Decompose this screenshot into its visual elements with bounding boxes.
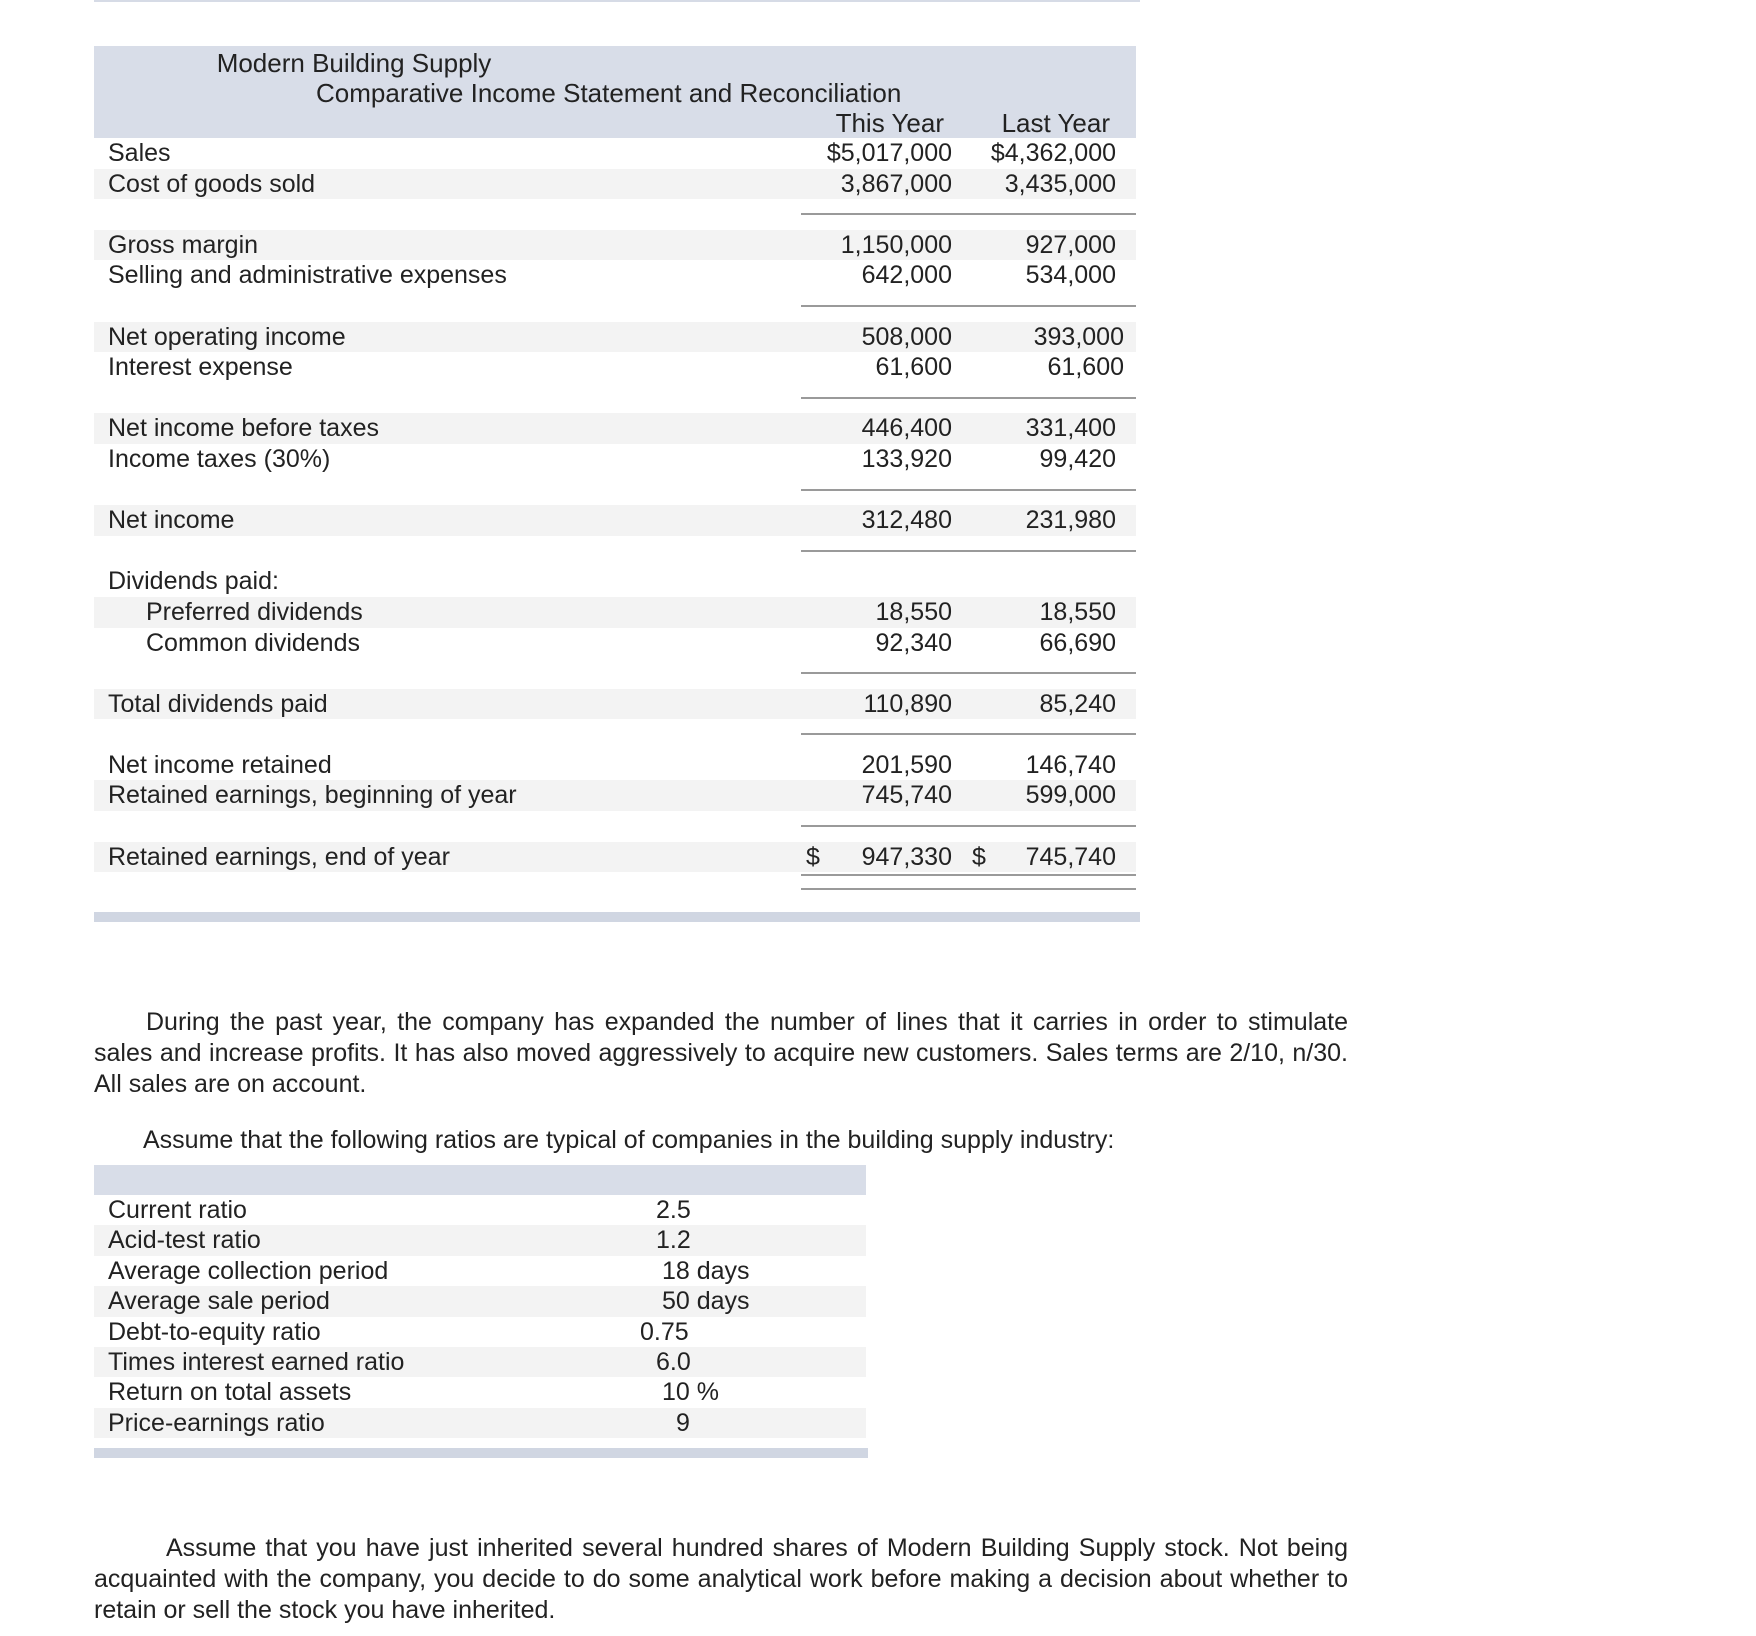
currency-symbol: $ [806,842,820,871]
ratio-label: Acid-test ratio [108,1226,261,1255]
subtotal-rule [94,199,1136,230]
subtotal-rule [94,811,1136,842]
ratio-row [94,1195,866,1225]
row-preferred-dividends: Preferred dividends 18,550 18,550 [94,597,1136,628]
statement-title: Comparative Income Statement and Reconciliation [316,78,902,108]
ratios-footer-bar [94,1448,868,1458]
ratio-row [94,1377,866,1407]
subtotal-rule [94,658,1136,689]
total-double-rule [94,872,1136,902]
subtotal-rule [94,719,1136,750]
paragraph-company-expansion: During the past year, the company has expanded the number of lines that it carries in order to stimulate sales and increase profits. It has also moved aggressively to acquire new customers. Sales terms are 2/10, n/30. All sales are on account. [94,1008,1348,1098]
paragraph-industry-ratios-intro: Assume that the following ratios are typical of companies in the building supply industry: [143,1126,1115,1154]
ratio-value: 18 days [662,1256,750,1285]
ratio-row [94,1286,866,1316]
row-net-income-retained: Net income retained 201,590 146,740 [108,750,1116,779]
row-selling-admin: Selling and administrative expenses 642,000 534,000 [108,261,1116,290]
ratio-value: 10 % [662,1378,719,1407]
ratio-value: 0.75 [640,1317,689,1346]
row-net-operating-income: Net operating income 508,000 393,000 [94,322,1136,353]
ratio-row [94,1347,866,1377]
row-re-end: Retained earnings, end of year $ 947,330 $ 745,740 [94,842,1136,873]
ratio-label: Times interest earned ratio [108,1347,405,1376]
top-divider [94,0,1140,2]
ratio-label: Debt-to-equity ratio [108,1317,321,1346]
sales-last-year: $4,362,000 [990,139,1116,167]
ratio-value: 6.0 [656,1347,691,1376]
subtotal-rule [94,536,1136,567]
row-dividends-paid: Dividends paid: [108,567,279,596]
ratio-label: Price-earnings ratio [108,1408,325,1437]
row-re-beginning: Retained earnings, beginning of year 745,740 599,000 [94,780,1136,811]
ratio-value: 1.2 [656,1226,691,1255]
ratio-value: 2.5 [656,1196,691,1224]
col-header-last-year: Last Year [1001,108,1110,138]
ratio-row [94,1317,866,1347]
ratio-row [94,1256,866,1286]
ratio-row [94,1225,866,1255]
ratio-label: Average sale period [108,1287,330,1316]
paragraph-inherited-shares: Assume that you have just inherited several hundred shares of Modern Building Supply stock. Not being acquainted with the company, you decide to do some analytical work before making a decision about whether to retain or sell the stock you have inherited. [94,1534,1348,1624]
subtotal-rule [94,475,1136,506]
row-total-dividends: Total dividends paid 110,890 85,240 [94,689,1136,720]
ratio-row [94,1408,866,1438]
sales-this-year: $5,017,000 [826,139,952,167]
col-header-this-year: This Year [835,108,944,138]
row-interest-expense: Interest expense 61,600 61,600 [108,353,1124,382]
row-common-dividends: Common dividends 92,340 66,690 [146,628,1116,657]
subtotal-rule [94,383,1136,414]
ratio-label: Average collection period [108,1256,389,1285]
statement-footer-bar [94,912,1140,922]
ratio-value: 50 days [662,1287,750,1316]
row-gross-margin: Gross margin 1,150,000 927,000 [94,230,1136,261]
ratio-label: Return on total assets [108,1378,352,1407]
subtotal-rule [94,291,1136,322]
company-name: Modern Building Supply [216,48,492,78]
ratios-header [94,1165,866,1195]
industry-ratios-table [94,1165,866,1458]
row-cogs: Cost of goods sold 3,867,000 3,435,000 [94,169,1136,200]
ratio-label: Current ratio [108,1196,247,1224]
currency-symbol: $ [972,842,986,871]
row-net-income: Net income 312,480 231,980 [94,505,1136,536]
income-statement-table [94,46,1136,922]
row-income-taxes: Income taxes (30%) 133,920 99,420 [108,444,1116,473]
statement-header [94,46,1136,138]
row-sales: Sales $5,017,000 $4,362,000 [108,139,1116,167]
row-income-before-taxes: Net income before taxes 446,400 331,400 [94,413,1136,444]
ratio-value: 9 [676,1408,690,1437]
